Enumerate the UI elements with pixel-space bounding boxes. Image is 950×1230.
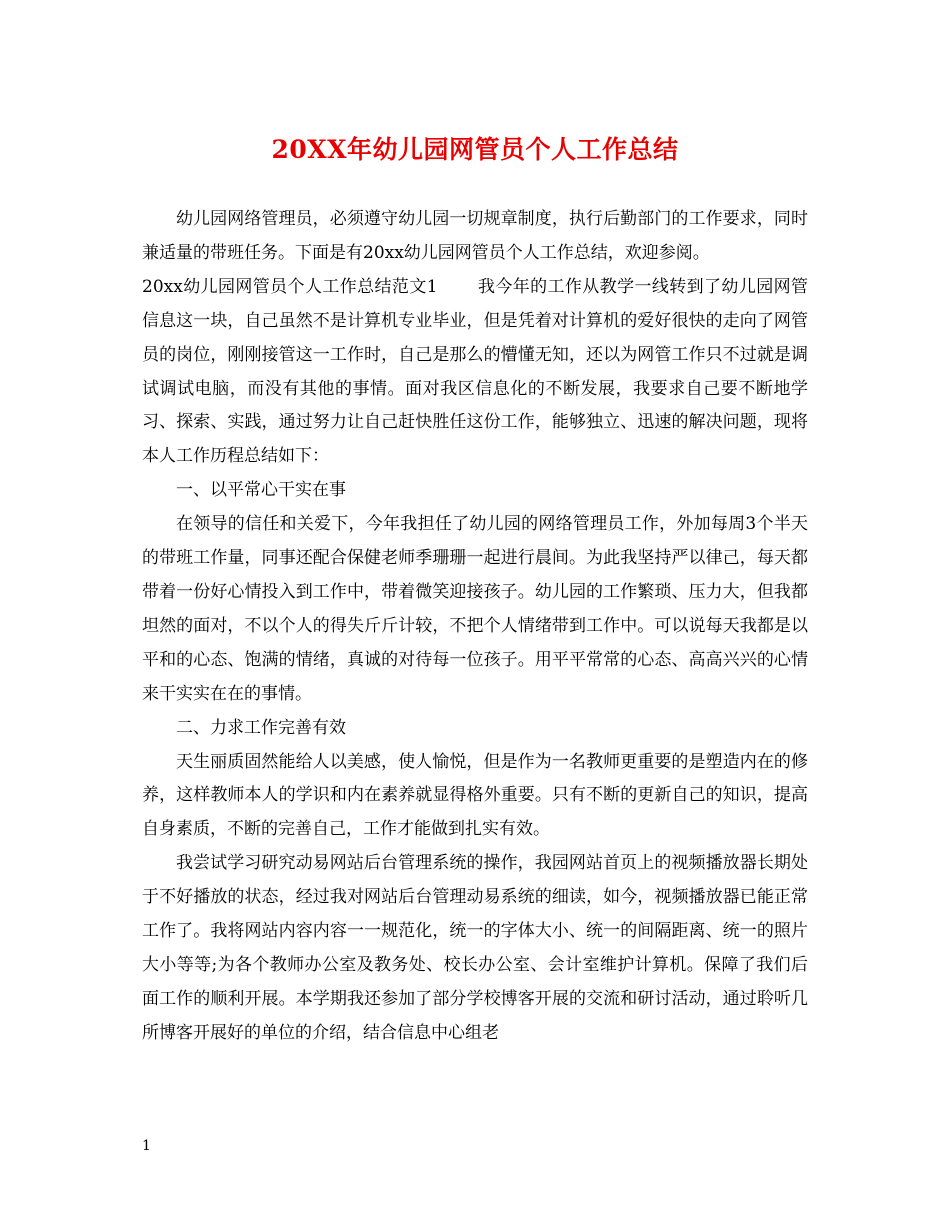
document-body bbox=[142, 203, 808, 1051]
section-1-paragraph: 在领导的信任和关爱下，今年我担任了幼儿园的网络管理员工作，外加每周3个半天的带班工作量，同事还配合保健老师季珊珊一起进行晨间。为此我坚持严以律己，每天都带着一份好心情投入到工作中，带着微笑迎接孩子。幼儿园的工作繁琐、压力大，但我都坦然的面对，不以个人的得失斤斤计较，不把个人情绪带到工作中。可以说每天我都是以平和的心态、饱满的情绪，真诚的对待每一位孩子。用平平常常的心态、高高兴兴的心情来干实实在在的事情。 bbox=[142, 514, 808, 704]
section-heading-2: 二、力求工作完善有效 bbox=[176, 717, 346, 738]
sample-heading: 20xx幼儿园网管员个人工作总结范文1 bbox=[142, 276, 438, 297]
page-number: 1 bbox=[142, 1138, 151, 1154]
sample-paragraph bbox=[142, 271, 808, 474]
section-2-paragraph-1: 天生丽质固然能给人以美感，使人愉悦，但是作为一名教师更重要的是塑造内在的修养，这样教师本人的学识和内在素养就显得格外重要。只有不断的更新自己的知识，提高自身素质，不断的完善自己，工作才能做到扎实有效。 bbox=[142, 751, 808, 840]
intro-paragraph: 幼儿园网络管理员，必须遵守幼儿园一切规章制度，执行后勤部门的工作要求，同时兼适量的带班任务。下面是有20xx幼儿园网管员个人工作总结，欢迎参阅。 bbox=[142, 209, 808, 263]
section-heading-1: 一、以平常心干实在事 bbox=[176, 480, 346, 501]
sample-body-text: 我今年的工作从教学一线转到了幼儿园网管信息这一块，自己虽然不是计算机专业毕业，但是凭着对计算机的爱好很快的走向了网管员的岗位，刚刚接管这一工作时，自己是那么的懵懂无知，还以为网管工作只不过就是调试调试电脑，而没有其他的事情。面对我区信息化的不断发展，我要求自己要不断地学习、探索、实践，通过努力让自己赶快胜任这份工作，能够独立、迅速的解决问题，现将本人工作历程总结如下： bbox=[142, 276, 809, 467]
section-2-paragraph-2: 我尝试学习研究动易网站后台管理系统的操作，我园网站首页上的视频播放器长期处于不好播放的状态，经过我对网站后台管理动易系统的细读，如今，视频播放器已能正常工作了。我将网站内容内容一一规范化，统一的字体大小、统一的间隔距离、统一的照片大小等等;为各个教师办公室及教务处、校长办公室、会计室维护计算机。保障了我们后面工作的顺利开展。本学期我还参加了部分学校博客开展的交流和研讨活动，通过聆听几所博客开展好的单位的介绍，结合信息中心组老 bbox=[142, 853, 808, 1043]
document-title: 20XX年幼儿园网管员个人工作总结 bbox=[271, 135, 679, 164]
